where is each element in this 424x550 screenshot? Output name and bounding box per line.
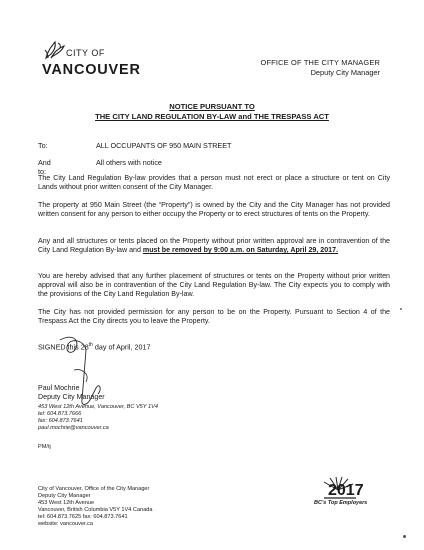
paragraph-3 xyxy=(38,237,390,255)
top-employers-badge xyxy=(308,476,378,510)
signed-date-line xyxy=(38,342,150,351)
scan-speck xyxy=(400,308,402,310)
signer-name: Paul Mochrie xyxy=(38,384,80,392)
footer-address xyxy=(38,486,153,528)
signer-contact xyxy=(38,404,158,432)
award-caption: BC's Top Employers xyxy=(314,500,368,506)
signed-prefix: SIGNED this xyxy=(38,342,81,352)
paragraph-4: You are hereby advised that any further placement of structures or tents on the Property without prior written approval will also be in contravention of the City Land Regulation By-law. The City expects you to comply with the provisions of the City Land Regulation By-law. xyxy=(38,272,390,299)
scan-speck xyxy=(403,535,406,538)
logo-vancouver: VANCOUVER xyxy=(42,62,141,78)
signer-email: paul.mochrie@vancouver.ca xyxy=(38,425,109,431)
signed-day-suffix: th xyxy=(88,342,93,348)
removal-deadline: must be removed by 9:00 a.m. on Saturday, April 29, 2017. xyxy=(142,246,339,255)
signer-block xyxy=(38,384,105,402)
office-name: OFFICE OF THE CITY MANAGER xyxy=(260,58,380,67)
signer-title: Deputy City Manager xyxy=(38,393,105,401)
to-label: To: xyxy=(38,141,48,150)
signer-fax: fax: 604.873.7641 xyxy=(38,418,83,424)
signer-address: 453 West 12th Avenue, Vancouver, BC V5Y 1V4 xyxy=(38,404,158,410)
city-logo xyxy=(30,42,140,82)
award-year: 2017 xyxy=(328,482,364,499)
footer-line-3: 453 West 12th Avenue xyxy=(38,500,95,506)
footer-line-4: Vancouver, British Columbia V5Y 1V4 Canada xyxy=(38,507,153,513)
reference-initials: PM/tj xyxy=(38,444,51,450)
paragraph-2: The property at 950 Main Street (the “Property”) is owned by the City and the City Manager has not provided written consent for any person to either occupy the Property or to erect structures of tents on the Property. xyxy=(38,201,390,219)
office-title: Deputy City Manager xyxy=(310,68,380,77)
and-to-value: All others with notice xyxy=(96,158,162,167)
logo-city-of: CITY OF xyxy=(66,48,105,58)
title-line-2: THE CITY LAND REGULATION BY-LAW and THE TRESPASS ACT xyxy=(95,111,329,121)
notice-title xyxy=(0,102,424,121)
paragraph-3-text: Any and all structures or tents placed on the Property without prior written approval are in contravention of the City Land Regulation By-law and xyxy=(38,237,390,255)
paragraph-5: The City has not provided permission for any person to be on the Property. Pursuant to Section 4 of the Trespass Act the City directs you to leave the Property. xyxy=(38,308,390,326)
signed-rest: day of April, 2017 xyxy=(92,342,151,352)
paragraph-1: The City Land Regulation By-law provides that a person must not erect or place a structure or tent on City Lands without prior written consent of the City Manager. xyxy=(38,174,390,192)
office-header xyxy=(261,58,381,78)
and-to-label: And to: xyxy=(38,158,51,176)
footer-line-2: Deputy City Manager xyxy=(38,493,91,499)
signed-day: 28 xyxy=(80,342,89,352)
signer-tel: tel: 604.873.7666 xyxy=(38,411,82,417)
to-value: ALL OCCUPANTS OF 950 MAIN STREET xyxy=(96,141,232,150)
title-line-1: NOTICE PURSUANT TO xyxy=(169,102,255,111)
footer-line-6: website: vancouver.ca xyxy=(38,521,94,527)
footer-line-1: City of Vancouver, Office of the City Manager xyxy=(38,486,150,492)
flower-icon xyxy=(42,40,68,60)
footer-line-5: tel: 604.873.7625 fax: 604.873.7641 xyxy=(38,514,128,520)
